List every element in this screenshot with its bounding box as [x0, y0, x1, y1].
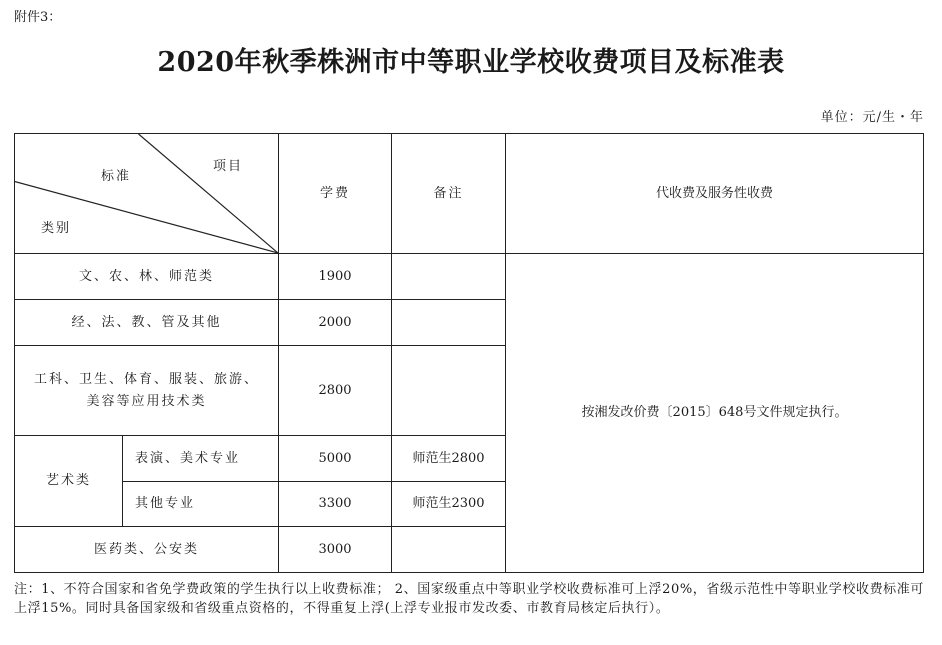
- header-row: [15, 134, 924, 254]
- tuition-cell: 2800: [279, 346, 392, 436]
- fee-table: [14, 133, 924, 573]
- tuition-cell: 1900: [279, 254, 392, 300]
- unit-label: 单位：元/生・年: [820, 110, 924, 125]
- tuition-header: 学费: [279, 134, 392, 254]
- category-line-2: 美容等应用技术类: [86, 393, 207, 409]
- category-cell: 文、农、林、师范类: [15, 254, 279, 300]
- remarks-header: 备注: [392, 134, 506, 254]
- attachment-label: 附件3：: [14, 10, 62, 25]
- category-cell: 经、法、教、管及其他: [15, 300, 279, 346]
- category-cell: 其他专业: [123, 482, 279, 527]
- tuition-cell: 2000: [279, 300, 392, 346]
- tuition-cell: 5000: [279, 436, 392, 482]
- remark-cell: 师范生2800: [392, 436, 506, 482]
- category-line-1: 工科、卫生、体育、服装、旅游、: [33, 371, 259, 387]
- diag-item-label: 项目: [213, 159, 244, 174]
- service-fees-header: 代收费及服务性收费: [506, 134, 924, 254]
- service-fee-text: 按湘发改价费〔2015〕648号文件规定执行。: [506, 254, 924, 573]
- tuition-cell: 3300: [279, 482, 392, 527]
- remark-cell: [392, 346, 506, 436]
- remark-cell: 师范生2300: [392, 482, 506, 527]
- category-cell: 表演、美术专业: [123, 436, 279, 482]
- footnote: 注：1、不符合国家和省免学费政策的学生执行以上收费标准； 2、国家级重点中等职业学校收费标准可上浮20%，省级示范性中等职业学校收费标准可上浮15%。同时具备国家级和省级重点资格的，不得重复上浮(上浮专业报市发改委、市教育局核定后执行）。: [14, 582, 924, 616]
- tuition-cell: 3000: [279, 527, 392, 573]
- diag-category-label: 类别: [41, 221, 72, 236]
- diagonal-header-cell: [15, 134, 279, 254]
- category-cell: 医药类、公安类: [15, 527, 279, 573]
- art-group-cell: 艺术类: [15, 436, 123, 527]
- page-title: 2020年秋季株洲市中等职业学校收费项目及标准表: [157, 47, 785, 78]
- diag-standard-label: 标准: [101, 169, 132, 184]
- category-cell: [15, 346, 279, 436]
- remark-cell: [392, 254, 506, 300]
- remark-cell: [392, 300, 506, 346]
- table-row: [15, 254, 924, 300]
- remark-cell: [392, 527, 506, 573]
